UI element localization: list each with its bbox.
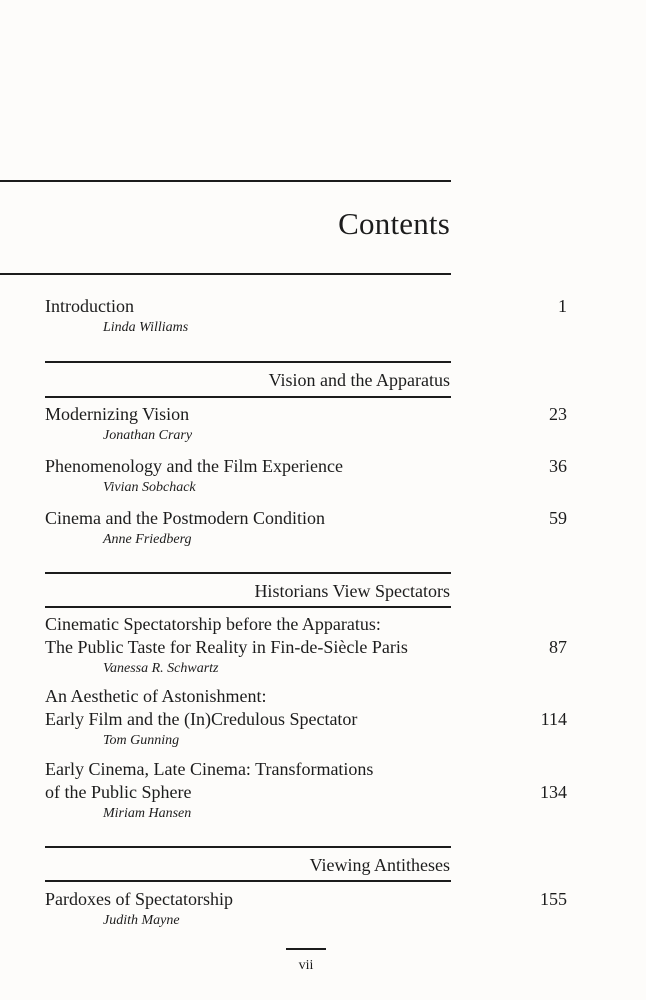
toc-entry [45,685,567,750]
toc-entry [45,403,567,445]
section-rule-top [45,846,451,848]
entry-title-line1: Cinematic Spectatorship before the Apparatus: [45,614,381,634]
toc-entry [45,758,567,823]
entry-title-line1: Early Cinema, Late Cinema: Transformations [45,759,374,779]
entry-author: Miriam Hansen [103,806,192,821]
toc-entry [45,613,567,678]
entry-page: 134 [540,782,567,802]
section-title: Viewing Antitheses [309,855,450,875]
entry-author: Linda Williams [103,320,189,335]
entry-page: 59 [549,508,567,528]
entry-title: Introduction [45,296,134,316]
section-title: Historians View Spectators [254,581,450,601]
toc-entry [45,507,567,549]
toc-entry [45,888,567,930]
section-rule-top [45,572,451,574]
entry-author: Tom Gunning [103,733,180,748]
entry-title-line2: of the Public Sphere [45,782,192,802]
section-rule-bottom [45,606,451,608]
entry-page: 36 [549,456,567,476]
section-rule-top [45,361,451,363]
header-rule-top [0,180,451,182]
entry-page: 87 [549,637,567,657]
entry-page: 114 [540,709,567,729]
entry-author: Jonathan Crary [103,428,193,443]
entry-author: Vanessa R. Schwartz [103,661,219,676]
entry-author: Anne Friedberg [103,532,192,547]
header-rule-bottom [0,273,451,275]
entry-title: Phenomenology and the Film Experience [45,456,343,476]
entry-title-line2: The Public Taste for Reality in Fin-de-Siècle Paris [45,637,408,657]
entry-page: 23 [549,404,567,424]
section-rule-bottom [45,880,451,882]
entry-title-line2: Early Film and the (In)Credulous Spectator [45,709,358,729]
entry-author: Vivian Sobchack [103,480,196,495]
section-rule-bottom [45,396,451,398]
page-title: Contents [338,206,450,241]
toc-entry [45,455,567,497]
page-number: vii [298,958,314,973]
entry-title: Cinema and the Postmodern Condition [45,508,325,528]
toc-entry-introduction [45,295,567,337]
entry-title: Modernizing Vision [45,404,190,424]
entry-title-line1: An Aesthetic of Astonishment: [45,686,267,706]
entry-page: 155 [540,889,567,909]
entry-author: Judith Mayne [103,913,180,928]
section-title: Vision and the Apparatus [268,370,450,390]
entry-title: Pardoxes of Spectatorship [45,889,233,909]
folio-rule [286,948,326,950]
entry-page: 1 [558,296,567,316]
